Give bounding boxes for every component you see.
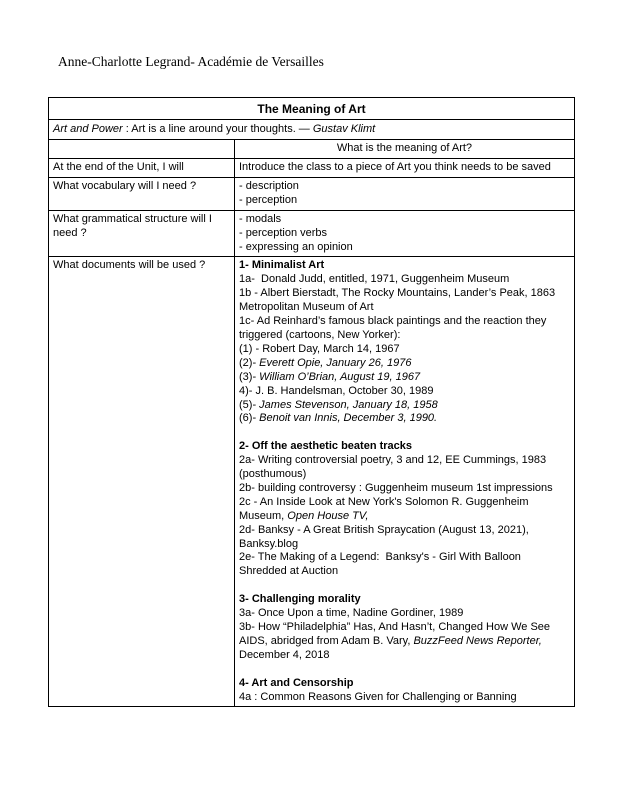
text-line: - description — [239, 179, 299, 192]
text-line: 1c- Ad Reinhard’s famous black paintings and the reaction they triggered (cartoons, New Yorker): — [239, 315, 550, 341]
text-line: 2- Off the aesthetic beaten tracks — [239, 440, 413, 453]
title-row — [49, 98, 575, 120]
unit-plan-table — [48, 97, 575, 707]
subheader-row — [49, 140, 575, 159]
text-line — [239, 426, 570, 440]
row-content-unit-goal — [235, 159, 575, 178]
text-line: - modals — [239, 212, 282, 225]
text-line: (1) - Robert Day, March 14, 1967 — [239, 342, 400, 355]
text-line: 3- Challenging morality — [239, 593, 361, 606]
row-label-vocabulary: What vocabulary will I need ? — [49, 177, 235, 210]
text-line: 1a- Donald Judd, entitled, 1971, Guggenheim Museum — [239, 273, 510, 286]
author-line: Anne-Charlotte Legrand- Académie de Versailles — [58, 54, 324, 69]
text-line — [239, 579, 570, 593]
table-row — [49, 177, 575, 210]
text-line: Art and Power : Art is a line around your thoughts. — Gustav Klimt — [53, 123, 376, 135]
table-title: The Meaning of Art — [49, 98, 575, 120]
text-line — [239, 663, 570, 677]
row-label-documents: What documents will be used ? — [49, 257, 235, 707]
text-line: Introduce the class to a piece of Art you think needs to be saved — [239, 161, 551, 173]
text-line: 3a- Once Upon a time, Nadine Gordiner, 1989 — [239, 607, 464, 620]
quote-row — [49, 120, 575, 140]
text-line: 4)- J. B. Handelsman, October 30, 1989 — [239, 384, 434, 397]
text-line: 3b- How “Philadelphia” Has, And Hasn’t, Changed How We See AIDS, abridged from Adam B. Vary, BuzzFeed News Reporter, December 4, 2018 — [239, 621, 553, 661]
text-line: 1- Minimalist Art — [239, 259, 325, 272]
table-row — [49, 210, 575, 257]
text-line: - perception — [239, 193, 298, 206]
row-label-unit-goal: At the end of the Unit, I will — [49, 159, 235, 178]
text-line: 2e- The Making of a Legend: Banksy's - Girl With Balloon Shredded at Auction — [239, 551, 524, 578]
text-line: (5)- James Stevenson, January 18, 1958 — [239, 398, 438, 411]
text-line: 2a- Writing controversial poetry, 3 and 12, EE Cummings, 1983 (posthumous) — [239, 454, 550, 481]
text-line: - perception verbs — [239, 226, 328, 239]
text-line: 2b- building controversy : Guggenheim museum 1st impressions — [239, 481, 553, 494]
text-line: (6)- Benoit van Innis, December 3, 1990. — [239, 412, 438, 425]
question-header: What is the meaning of Art? — [235, 140, 575, 159]
empty-cell — [49, 140, 235, 159]
text-line: (2)- Everett Opie, January 26, 1976 — [239, 356, 412, 369]
quote-line — [49, 120, 575, 140]
text-line: (3)- William O’Brian, August 19, 1967 — [239, 370, 421, 383]
text-line: - expressing an opinion — [239, 240, 353, 253]
text-line: 1b - Albert Bierstadt, The Rocky Mountains, Lander’s Peak, 1863 Metropolitan Museum of Art — [239, 287, 559, 314]
text-line: 4a : Common Reasons Given for Challenging or Banning — [239, 690, 517, 703]
text-line: 2c - An Inside Look at New York's Solomon R. Guggenheim Museum, Open House TV, — [239, 495, 532, 522]
table-row — [49, 257, 575, 707]
table-row — [49, 159, 575, 178]
text-line: 4- Art and Censorship — [239, 676, 354, 689]
row-label-grammar: What grammatical structure will I need ? — [49, 210, 235, 257]
row-content-documents — [235, 257, 575, 707]
text-line: 2d- Banksy - A Great British Spraycation (August 13, 2021), Banksy.blog — [239, 523, 532, 550]
row-content-grammar — [235, 210, 575, 257]
row-content-vocabulary — [235, 177, 575, 210]
